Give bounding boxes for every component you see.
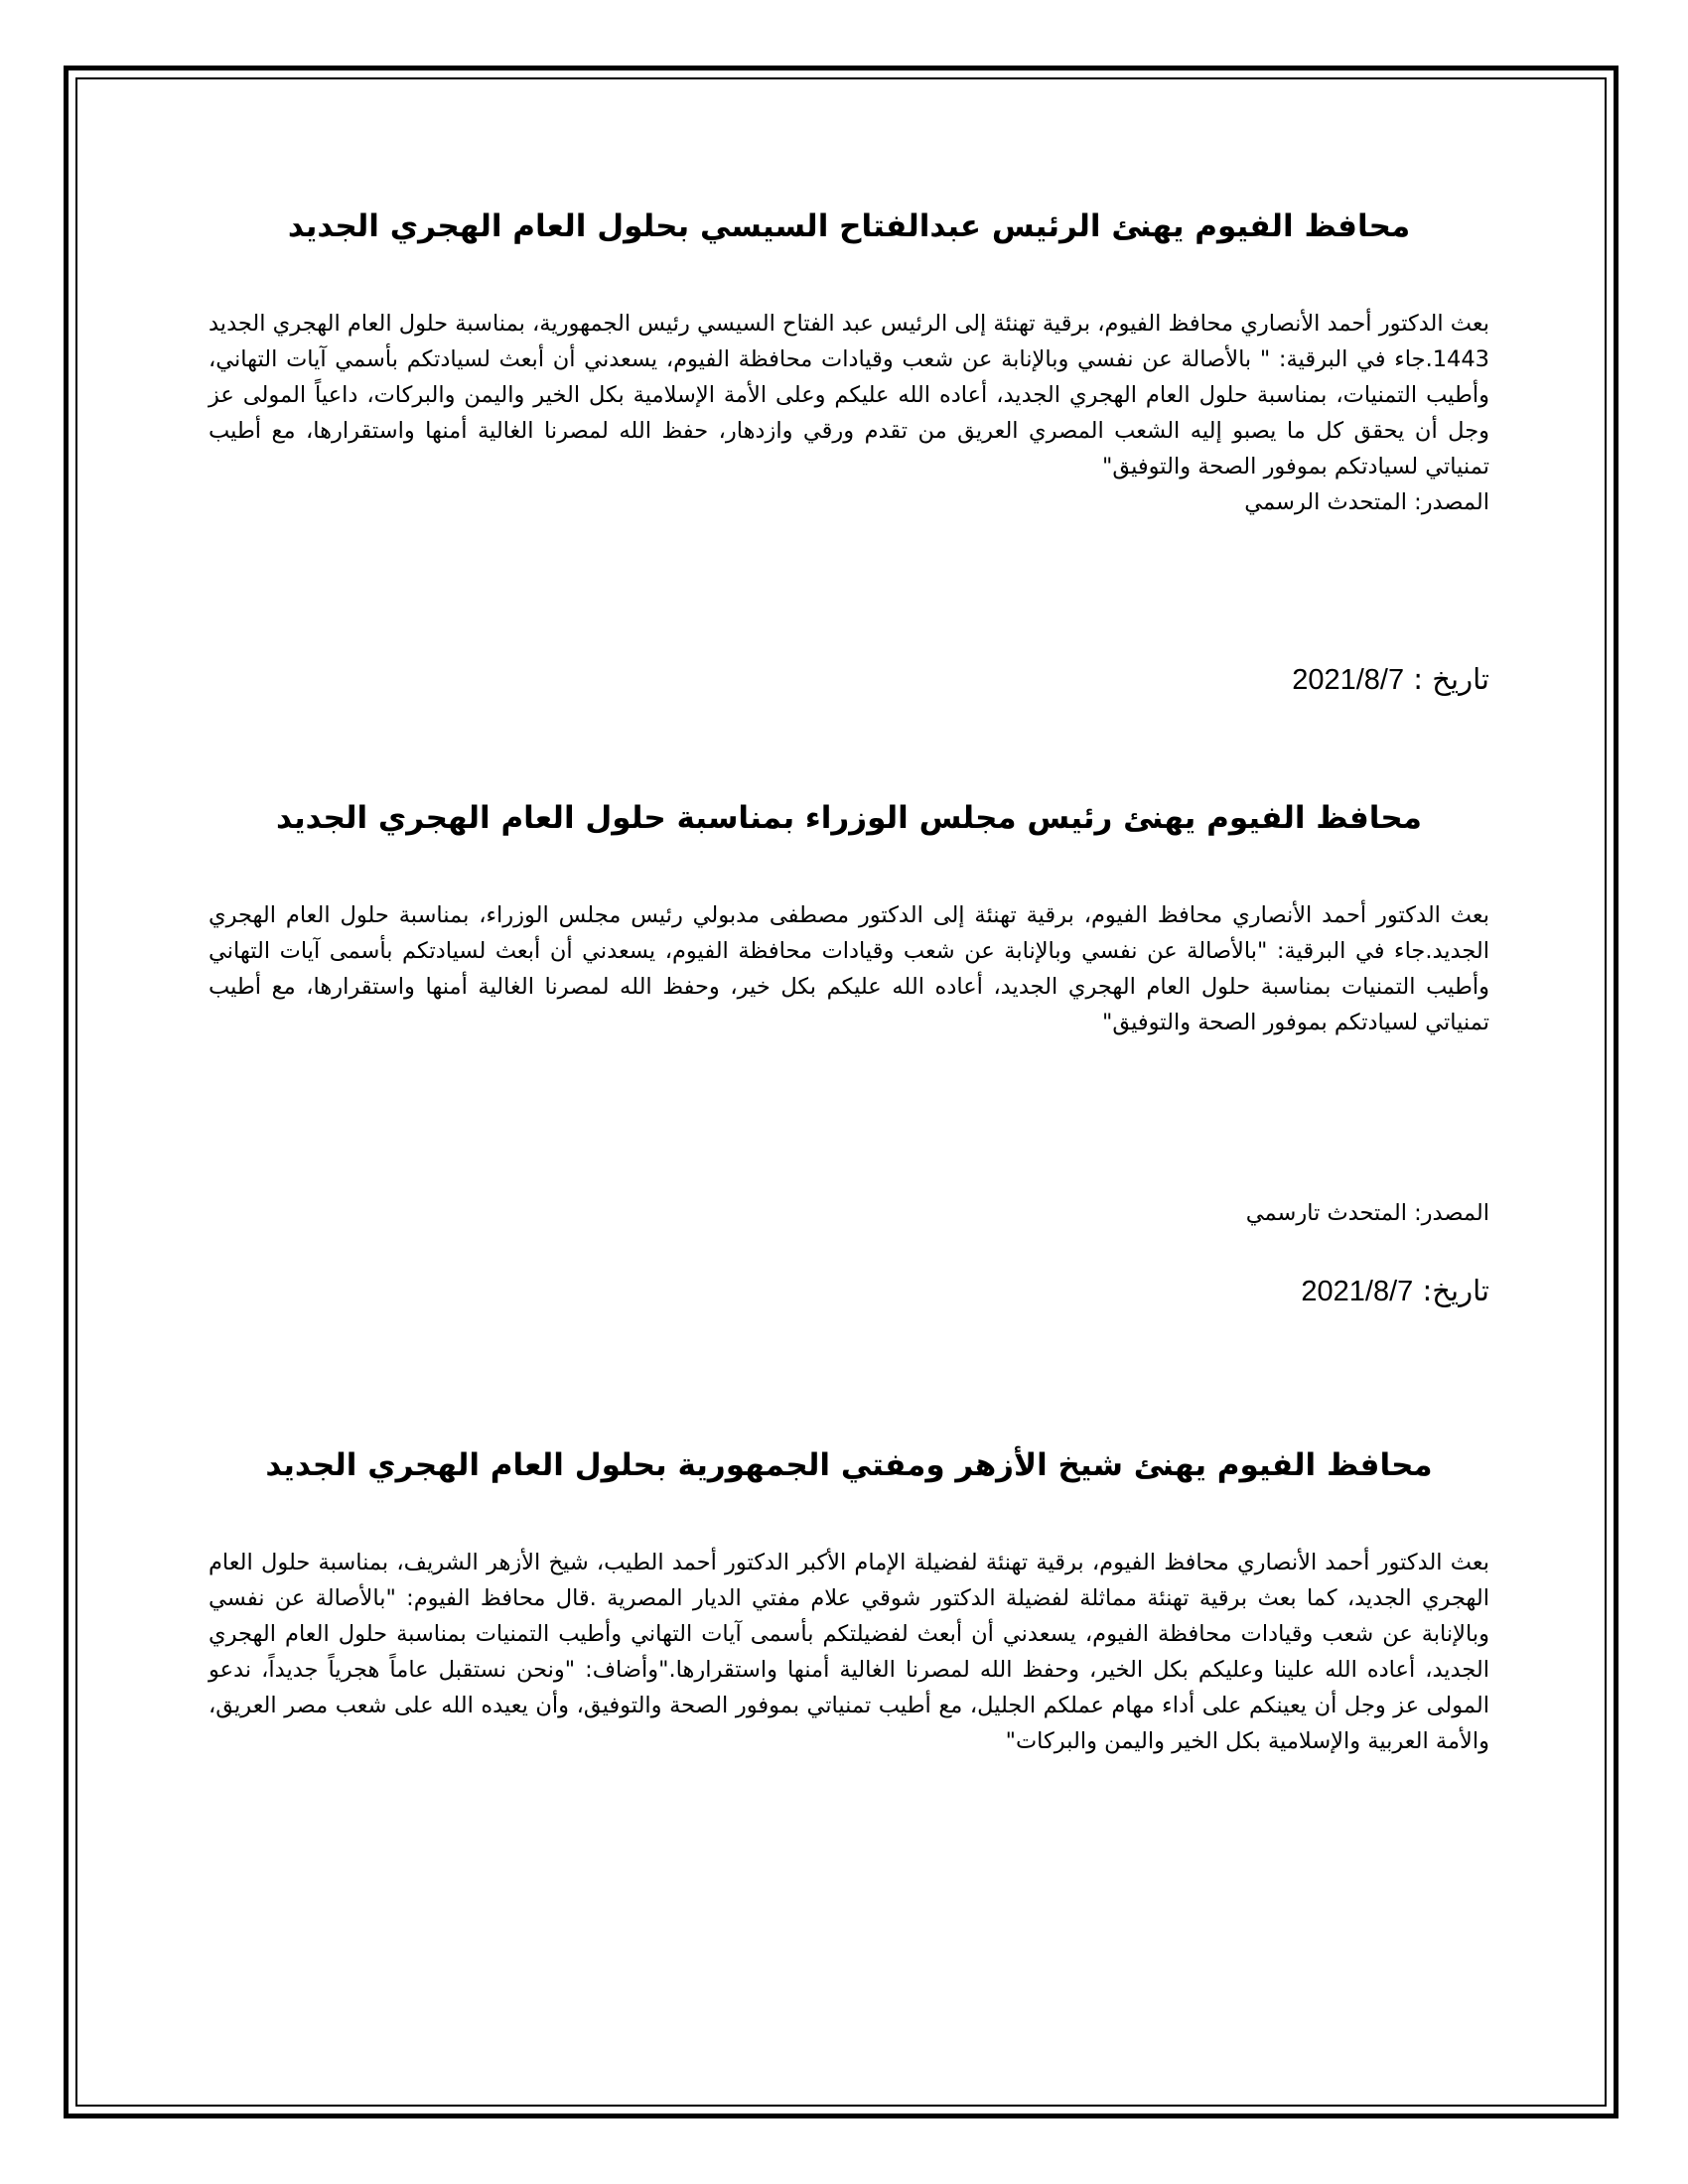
date-label: تاريخ : bbox=[1404, 662, 1489, 696]
article-title: محافظ الفيوم يهنئ شيخ الأزهر ومفتي الجمهورية بحلول العام الهجري الجديد bbox=[265, 1447, 1433, 1483]
article-date bbox=[209, 1271, 1489, 1311]
article-prime-minister bbox=[209, 796, 1489, 1307]
date-value: 2021/8/7 bbox=[1292, 664, 1405, 696]
article-president bbox=[209, 205, 1489, 696]
article-source: المصدر: المتحدث تارسمي bbox=[1245, 1200, 1489, 1226]
article-azhar-mufti bbox=[209, 1443, 1489, 1759]
article-body: بعث الدكتور أحمد الأنصاري محافظ الفيوم، برقية تهنئة إلى الدكتور مصطفى مدبولي رئيس مجلس الوزراء، بمناسبة حلول العام الهجري الجديد.جاء في البرقية: "بالأصالة عن نفسي وبالإنابة عن شعب وقيادات محافظة الفيوم، يسعدني أن أبعث لسيادتكم بأسمى آيات التهاني وأطيب التمنيات بمناسبة حلول العام الهجري الجديد، أعاده الله عليكم بكل خير، وحفظ الله لمصرنا الغالية أمنها واستقرارها، مع أطيب تمنياتي لسيادتكم بموفور الصحة والتوفيق" bbox=[209, 902, 1489, 1035]
article-body: بعث الدكتور أحمد الأنصاري محافظ الفيوم، برقية تهنئة لفضيلة الإمام الأكبر الدكتور أحمد الطيب، شيخ الأزهر الشريف، بمناسبة حلول العام الهجري الجديد، كما بعث برقية تهنئة مماثلة لفضيلة الدكتور شوقي علام مفتي الديار المصرية .قال محافظ الفيوم: "بالأصالة عن نفسي وبالإنابة عن شعب وقيادات محافظة الفيوم، يسعدني أن أبعث لفضيلتكم بأسمى آيات التهاني وأطيب التمنيات بمناسبة حلول العام الهجري الجديد، أعاده الله علينا وعليكم بكل الخير، وحفظ الله لمصرنا الغالية أمنها واستقرارها."وأضاف: "ونحن نستقبل عاماً هجرياً جديداً، ندعو المولى عز وجل أن يعينكم على أداء مهام عملكم الجليل، مع أطيب تمنياتي بموفور الصحة والتوفيق، وأن يعيده الله على شعب مصر العريق، والأمة العربية والإسلامية بكل الخير واليمن والبركات" bbox=[209, 1550, 1489, 1754]
article-title: محافظ الفيوم يهنئ الرئيس عبدالفتاح السيسي بحلول العام الهجري الجديد bbox=[287, 208, 1411, 244]
article-title: محافظ الفيوم يهنئ رئيس مجلس الوزراء بمناسبة حلول العام الهجري الجديد bbox=[276, 800, 1422, 836]
date-value: 2021/8/7 bbox=[1301, 1276, 1414, 1307]
article-source: المصدر: المتحدث الرسمي bbox=[1244, 489, 1489, 515]
article-body: بعث الدكتور أحمد الأنصاري محافظ الفيوم، برقية تهنئة إلى الرئيس عبد الفتاح السيسي رئيس الجمهورية، بمناسبة حلول العام الهجري الجديد 1443.جاء في البرقية: " بالأصالة عن نفسي وبالإنابة عن شعب وقيادات محافظة الفيوم، يسعدني أن أبعث لسيادتكم بأسمي آيات التهاني، وأطيب التمنيات، بمناسبة حلول العام الهجري الجديد، أعاده الله عليكم وعلى الأمة الإسلامية بكل الخير واليمن والبركات، داعياً المولى عز وجل أن يحقق كل ما يصبو إليه الشعب المصري العريق من تقدم ورقي وازدهار، حفظ الله لمصرنا الغالية أمنها واستقرارها، مع أطيب تمنياتي لسيادتكم بموفور الصحة والتوفيق" bbox=[209, 311, 1489, 479]
date-label: تاريخ: bbox=[1413, 1274, 1489, 1307]
article-date bbox=[209, 659, 1489, 700]
